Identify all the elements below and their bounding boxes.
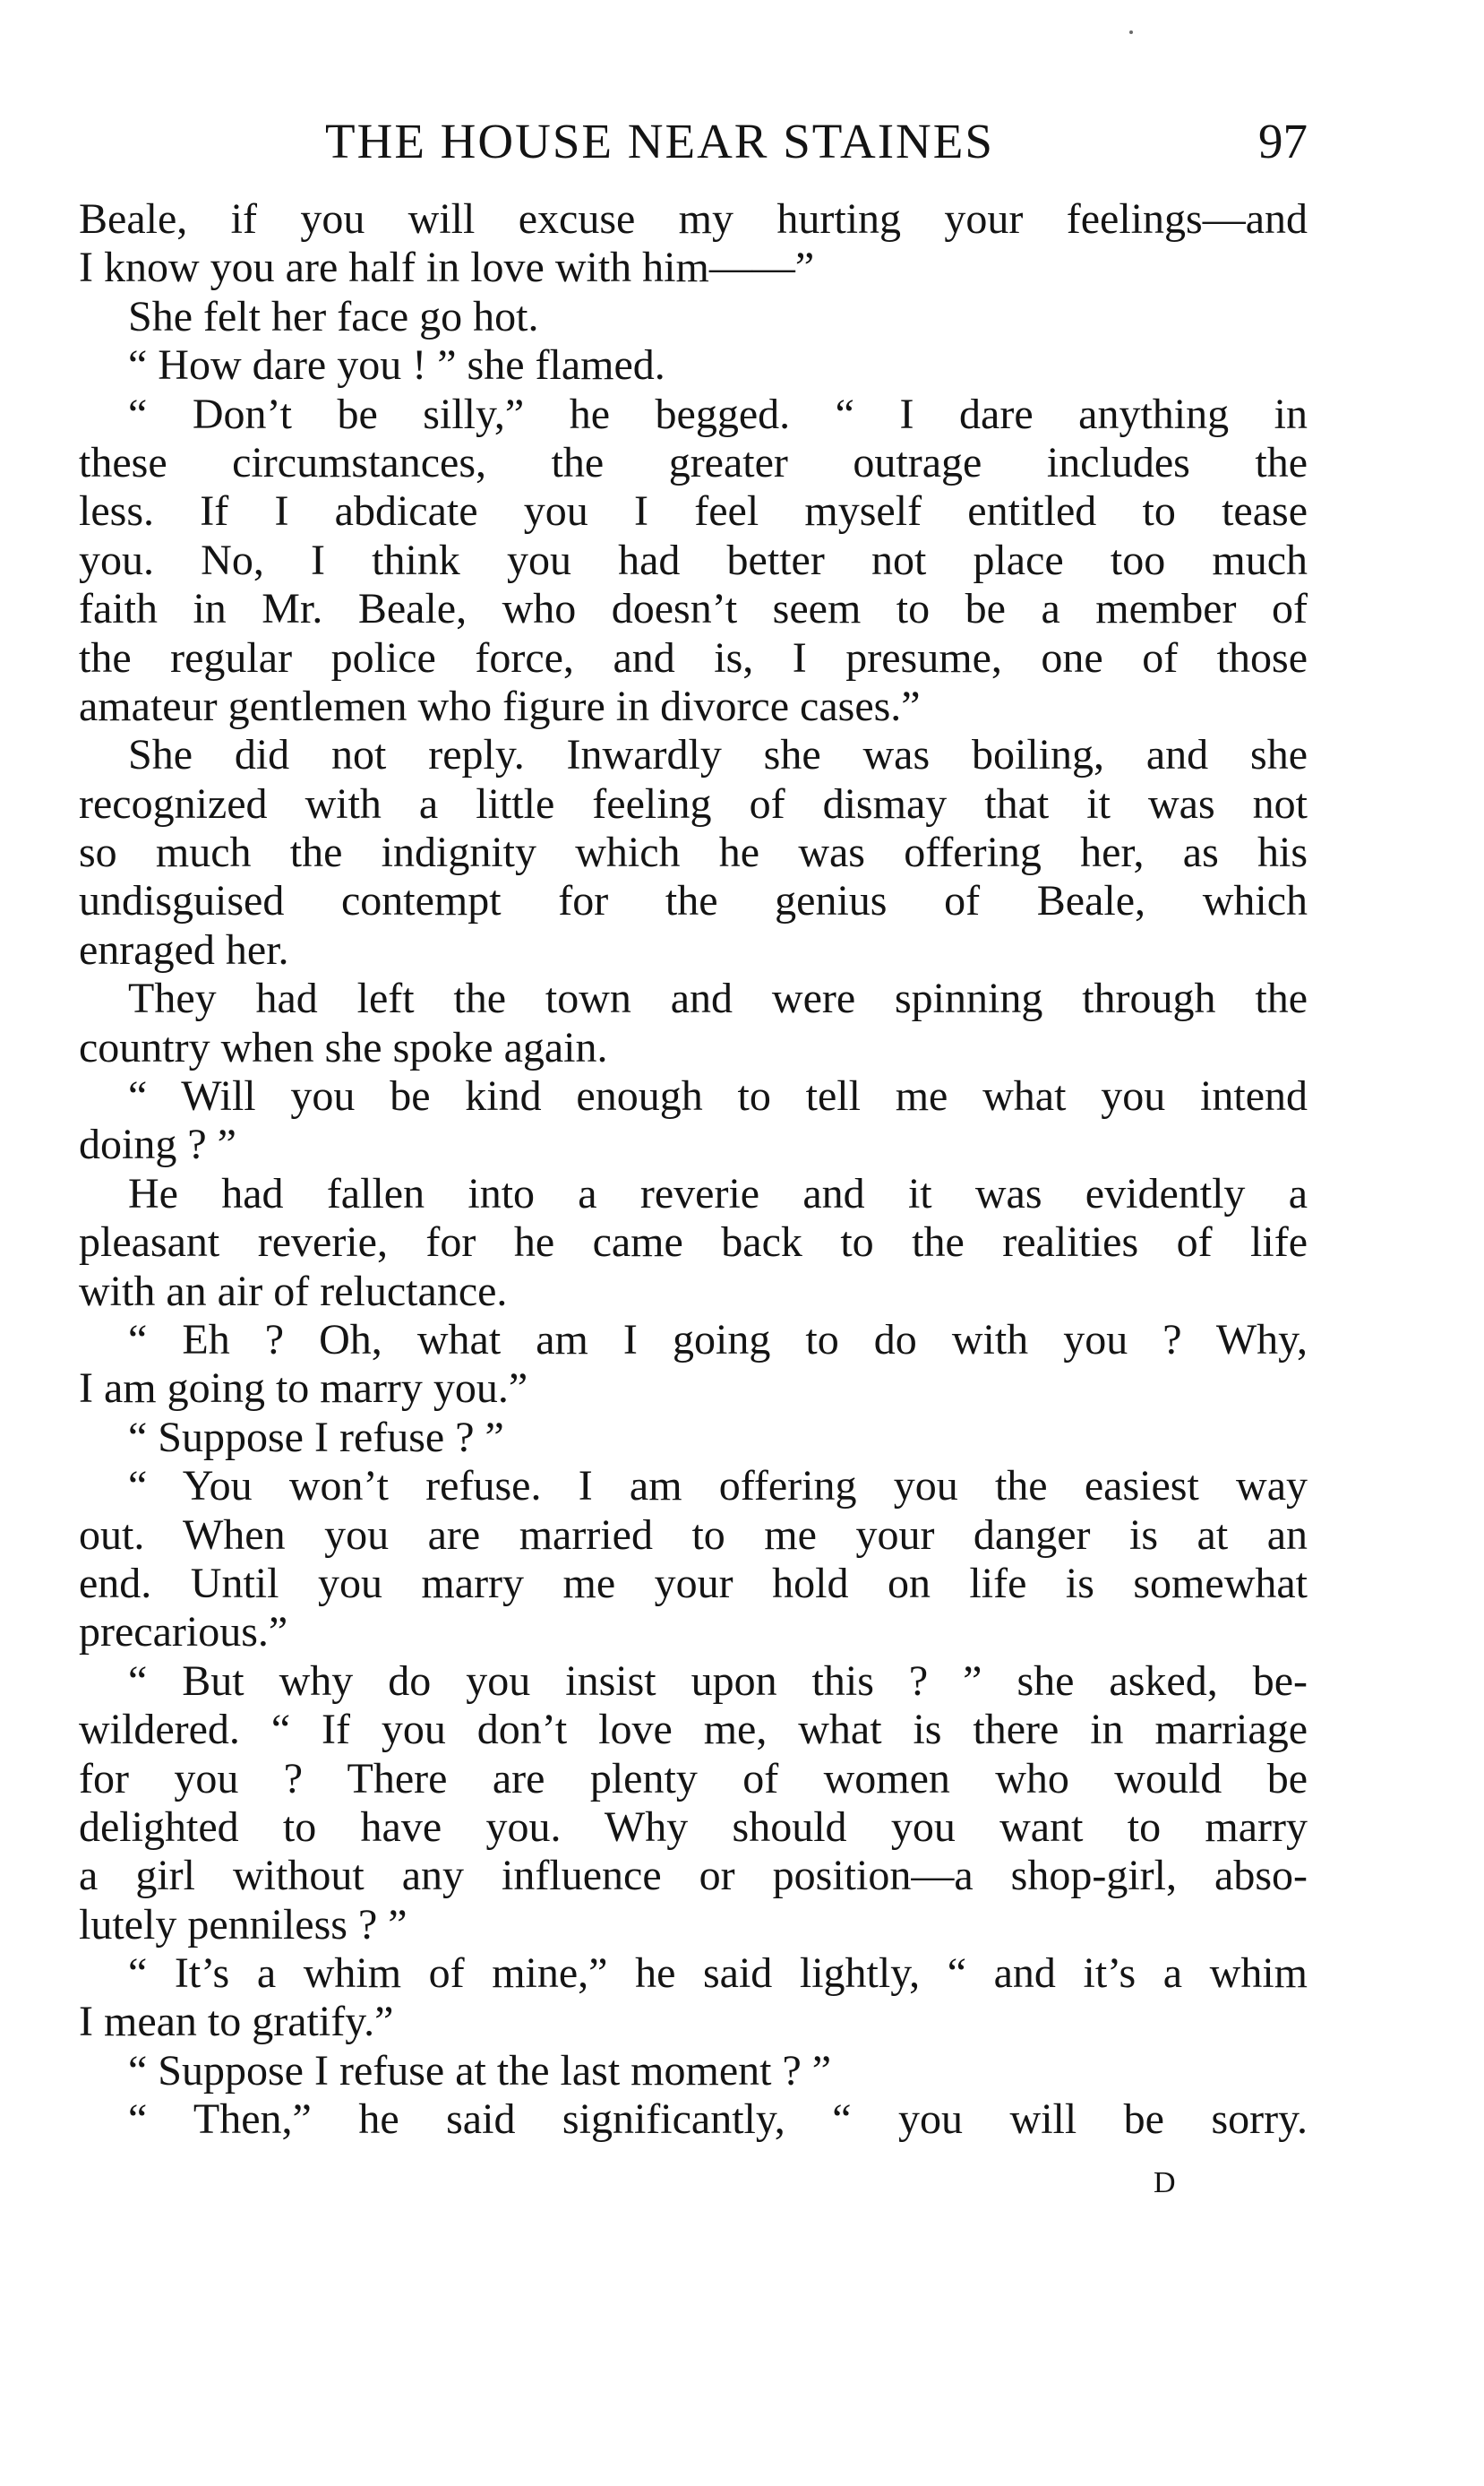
text-line: the regular police force, and is, I presume, one of those xyxy=(79,633,1308,682)
text-line: out. When you are married to me your danger is at an xyxy=(79,1510,1308,1559)
text-line: “ Don’t be silly,” he begged. “ I dare anything in xyxy=(128,390,1308,438)
text-line: “ Eh ? Oh, what am I going to do with you ? Why, xyxy=(128,1315,1308,1363)
text-line: faith in Mr. Beale, who doesn’t seem to be a member of xyxy=(79,585,1308,633)
text-line: for you ? There are plenty of women who would be xyxy=(79,1754,1308,1802)
text-line: doing ? ” xyxy=(79,1121,236,1169)
text-line: these circumstances, the greater outrage includes the xyxy=(79,438,1308,486)
text-line: enraged her. xyxy=(79,925,289,974)
text-line: you. No, I think you had better not place too much xyxy=(79,536,1308,584)
text-line: precarious.” xyxy=(79,1608,288,1656)
text-line: “ Suppose I refuse ? ” xyxy=(128,1413,504,1461)
text-line: end. Until you marry me your hold on life is somewhat xyxy=(79,1559,1308,1607)
text-line: “ It’s a whim of mine,” he said lightly, “ and it’s a whim xyxy=(128,1949,1308,1998)
text-line: pleasant reverie, for he came back to the realities of life xyxy=(79,1218,1308,1267)
text-line: amateur gentlemen who figure in divorce cases.” xyxy=(79,682,921,730)
text-line: wildered. “ If you don’t love me, what is there in marriage xyxy=(79,1706,1308,1754)
text-line: delighted to have you. Why should you want to marry xyxy=(79,1802,1308,1851)
text-line: I am going to marry you.” xyxy=(79,1364,528,1413)
running-title: THE HOUSE NEAR STAINES xyxy=(325,114,994,168)
text-line: undisguised contempt for the genius of Beale, which xyxy=(79,877,1308,925)
text-line: so much the indignity which he was offering her, as his xyxy=(79,829,1308,877)
text-line: recognized with a little feeling of dismay that it was not xyxy=(79,779,1308,828)
text-line: He had fallen into a reverie and it was evidently a xyxy=(128,1169,1308,1217)
text-line: “ You won’t refuse. I am offering you the easiest way xyxy=(128,1462,1308,1510)
page-number: 97 xyxy=(1258,114,1308,168)
text-line: “ But why do you insist upon this ? ” she asked, be- xyxy=(128,1656,1308,1705)
text-line: less. If I abdicate you I feel myself entitled to tease xyxy=(79,487,1308,536)
text-line: a girl without any influence or position—a shop-girl, abso- xyxy=(79,1852,1308,1900)
text-line: She felt her face go hot. xyxy=(128,292,539,340)
text-line: lutely penniless ? ” xyxy=(79,1900,407,1948)
text-line: Beale, if you will excuse my hurting your feelings—and xyxy=(79,195,1308,243)
text-line: I know you are half in love with him——” xyxy=(79,244,815,292)
body-text xyxy=(79,195,1308,2145)
text-line: They had left the town and were spinning through the xyxy=(128,975,1308,1023)
text-line: with an air of reluctance. xyxy=(79,1267,508,1315)
signature-mark: D xyxy=(1154,2166,1176,2199)
text-line: “ Suppose I refuse at the last moment ? ” xyxy=(128,2046,832,2095)
text-line: country when she spoke again. xyxy=(79,1023,608,1071)
text-line: “ How dare you ! ” she flamed. xyxy=(128,341,665,390)
page-header xyxy=(79,106,1308,177)
text-line: “ Will you be kind enough to tell me what you intend xyxy=(128,1072,1308,1121)
text-line: She did not reply. Inwardly she was boiling, and she xyxy=(128,731,1308,779)
text-line: I mean to gratify.” xyxy=(79,1998,394,2046)
text-line: “ Then,” he said significantly, “ you will be sorry. xyxy=(128,2095,1308,2144)
print-speck xyxy=(1129,30,1133,34)
